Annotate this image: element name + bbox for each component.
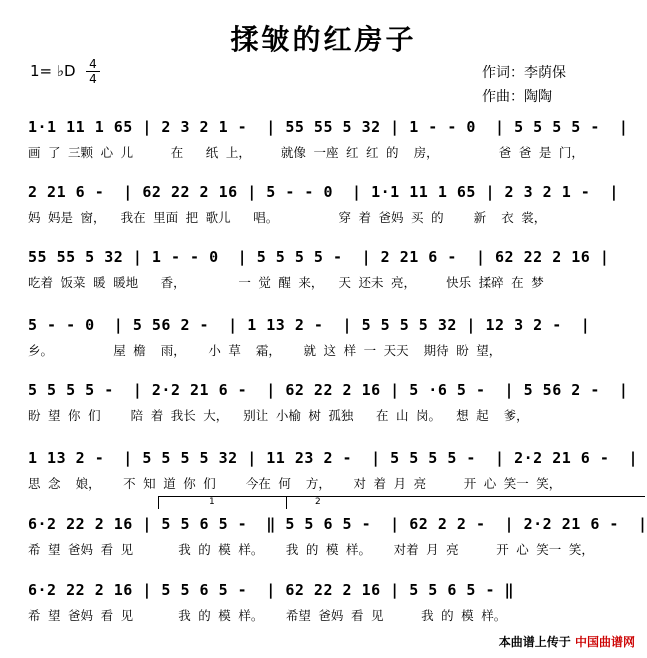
time-signature <box>86 58 100 85</box>
lyrics-row: 希 望 爸妈 看 见 我 的 模 样。 希望 爸妈 看 见 我 的 模 样。 <box>28 608 507 623</box>
lyrics-row: 盼 望 你 们 陪 着 我长 大， 别让 小榆 树 孤独 在 山 岗。 想 起 爹， <box>28 408 529 423</box>
notation-row: 1·1 11 1 65 | 2 3 2 1 - | 55 55 5 32 | 1 - - 0 | 5 5 5 5 - | <box>28 118 629 136</box>
lyricist-credit: 作词：李荫保 <box>482 65 566 81</box>
lyrics-row: 乡。 屋 檐 雨， 小 草 霜， 就 这 样 一 天天 期待 盼 望， <box>28 343 502 358</box>
key-signature: 1= ♭D <box>30 62 76 80</box>
volta-bracket: 2 <box>286 496 645 509</box>
lyrics-row: 希 望 爸妈 看 见 我 的 模 样。 我 的 模 样。 对着 月 亮 开 心 笑一 笑， <box>28 542 594 557</box>
footer-text: 本曲谱上传于 <box>498 635 571 649</box>
lyrics-row: 思 念 娘， 不 知 道 你 们 今在 何 方， 对 着 月 亮 开 心 笑一 笑， <box>28 476 562 491</box>
notation-row: 6·2 22 2 16 | 5 5 6 5 - ‖ 5 5 6 5 - | 62 2 2 - | 2·2 21 6 - | <box>28 515 647 533</box>
composer-credit: 作曲：陶陶 <box>482 89 552 105</box>
volta-bracket: 1 <box>158 496 314 509</box>
notation-row: 5 5 5 5 - | 2·2 21 6 - | 62 22 2 16 | 5 ·6 5 - | 5 56 2 - | <box>28 381 629 399</box>
footer <box>499 633 635 650</box>
site-logo: 中国曲谱网 <box>574 635 635 649</box>
meter-top: 4 <box>89 57 97 71</box>
notation-row: 6·2 22 2 16 | 5 5 6 5 - | 62 22 2 16 | 5 5 6 5 - ‖ <box>28 581 515 599</box>
notation-row: 5 - - 0 | 5 56 2 - | 1 13 2 - | 5 5 5 5 32 | 12 3 2 - | <box>28 316 591 334</box>
notation-row: 55 55 5 32 | 1 - - 0 | 5 5 5 5 - | 2 21 6 - | 62 22 2 16 | <box>28 248 610 266</box>
notation-row: 1 13 2 - | 5 5 5 5 32 | 11 23 2 - | 5 5 5 5 - | 2·2 21 6 - | <box>28 449 638 467</box>
lyrics-row: 妈 妈是 窗， 我在 里面 把 歌儿 唱。 穿 着 爸妈 买 的 新 衣 裳， <box>28 210 547 225</box>
lyrics-row: 吃着 饭菜 暖 暖地 香， 一 觉 醒 来， 天 还未 亮， 快乐 揉碎 在 梦 <box>28 275 544 290</box>
meter-bottom: 4 <box>89 72 97 86</box>
song-title: 揉皱的红房子 <box>230 23 417 56</box>
lyrics-row: 画 了 三颗 心 儿 在 纸 上， 就像 一座 红 红 的 房， 爸 爸 是 门， <box>28 145 584 160</box>
notation-row: 2 21 6 - | 62 22 2 16 | 5 - - 0 | 1·1 11 1 65 | 2 3 2 1 - | <box>28 183 619 201</box>
